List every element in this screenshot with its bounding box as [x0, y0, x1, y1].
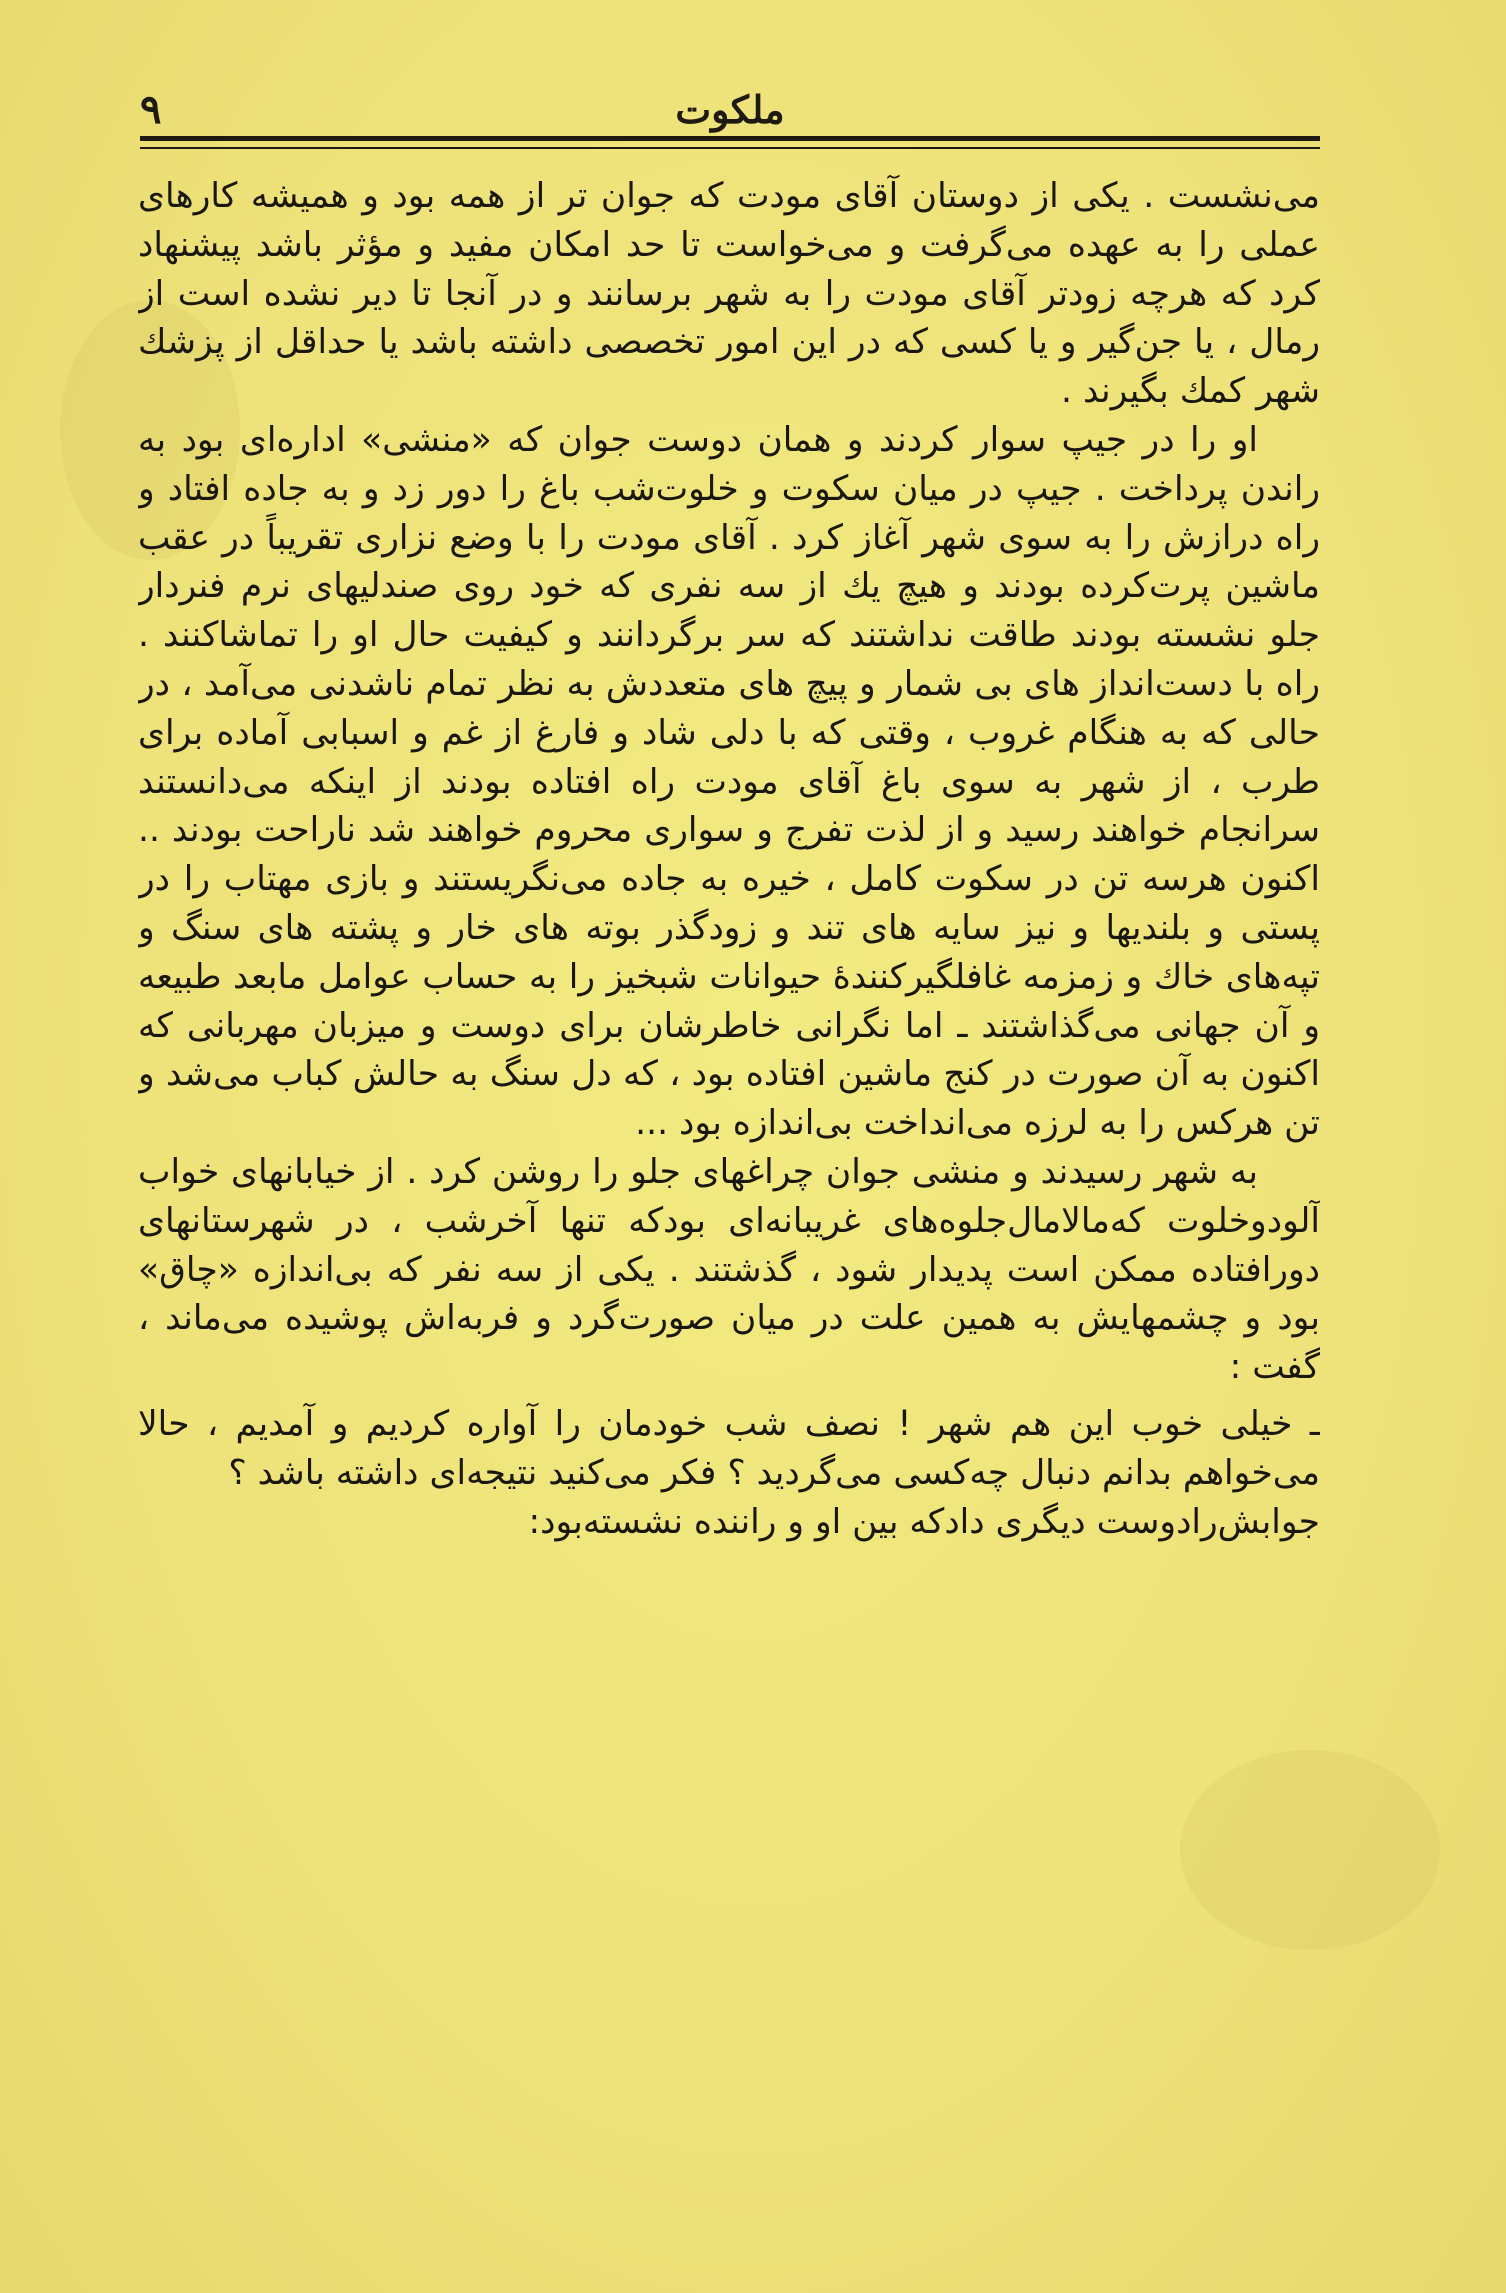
- page-number: ۹: [140, 86, 162, 133]
- header-rule-thin: [140, 147, 1320, 149]
- paragraph-3: به شهر رسیدند و منشی جوان چراغهای جلو را روشن کرد . از خیابانهای خواب آلودوخلوت که‌مالامال‌جلوه‌های غریبانه‌ای بودکه تنها آخرشب ، در شهرستانهای دورافتاده ممکن است پدیدار شود ، گذشتند . یکی از سه نفر که بی‌اندازه «چاق» بود و چشمهایش به همین علت در میان صورت‌گرد و فربه‌اش پوشیده می‌ماند ، گفت :: [138, 1151, 1320, 1388]
- body-text: [138, 172, 1320, 2172]
- header-rule-thick: [140, 136, 1320, 141]
- page-header: [140, 80, 1320, 140]
- paragraph-5: جوابش‌رادوست دیگری دادکه بین او و راننده نشسته‌بود:: [528, 1501, 1320, 1542]
- paragraph-4-dialogue: ـ خیلی خوب این هم شهر ! نصف شب خودمان را آواره کردیم و آمدیم ، حالا می‌خواهم بدانم دنبال چه‌کسی می‌گردید ؟ فکر می‌کنید نتیجه‌ای داشته باشد ؟: [138, 1403, 1320, 1493]
- paragraph-2: او را در جیپ سوار کردند و همان دوست جوان که «منشی» اداره‌ای بود به راندن پرداخت . جیپ در میان سکوت و خلوت‌شب باغ را دور زد و به جاده افتاد و راه درازش را به سوی شهر آغاز کرد . آقای مودت را با وضع نزاری تقریباً در عقب ماشین پرت‌کرده بودند و هیچ یك از سه نفری که خود روی صندلیهای نرم فنردار جلو نشسته بودند طاقت نداشتند که سر برگردانند و کیفیت حال او را تماشاکنند . راه با دست‌انداز های بی شمار و پیچ های متعددش به نظر تمام ناشدنی می‌آمد ، در حالی که به هنگام غروب ، وقتی که با دلی شاد و فارغ از غم و اسبابی آماده برای طرب ، از شهر به سوی باغ آقای مودت راه افتاده بودند از اینکه می‌دانستند سرانجام خواهند رسید و از لذت تفرج و سواری محروم خواهند شد ناراحت بودند .. اکنون هرسه تن در سکوت کامل ، خیره به جاده می‌نگریستند و بازی مهتاب را در پستی و بلندیها و نیز سایه های تند و زودگذر بوته های خار و پشته های سنگ و تپه‌های خاك و زمزمه غافلگیرکنندهٔ حیوانات شبخیز را به حساب عوامل مابعد طبیعه و آن جهانی می‌گذاشتند ـ اما نگرانی خاطرشان برای دوست و میزبان مهربانی که اکنون به آن صورت در کنج ماشین افتاده بود ، که دل سنگ به حالش کباب می‌شد و تن هرکس را به لرزه می‌انداخت بی‌اندازه بود ...: [138, 419, 1320, 1144]
- running-title: ملکوت: [675, 87, 785, 132]
- paragraph-1: می‌نشست . یکی از دوستان آقای مودت که جوان تر از همه بود و همیشه کارهای عملی را به عهده می‌گرفت و می‌خواست تا حد امکان مفید و مؤثر باشد پیشنهاد کرد که هرچه زودتر آقای مودت را به شهر برسانند و در آنجا تا دیر نشده است از رمال ، یا جن‌گیر و یا کسی که در این امور تخصصی داشته باشد یا حداقل از پزشك شهر کمك بگیرند .: [138, 176, 1320, 412]
